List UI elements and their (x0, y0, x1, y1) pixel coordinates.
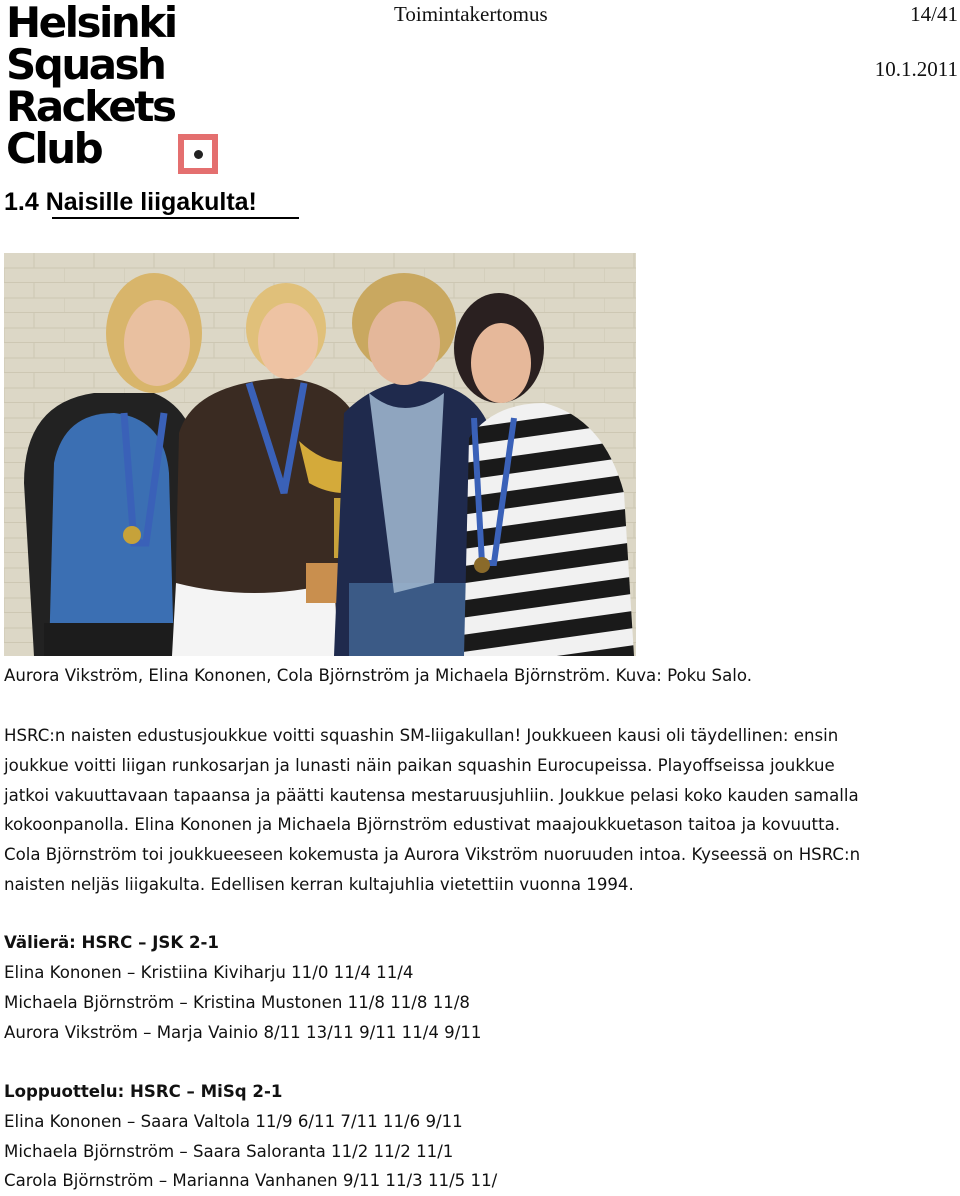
match-result: Carola Björnström – Marianna Vanhanen 9/11 11/3 11/5 11/ (4, 1171, 498, 1190)
logo-line: Squash (6, 40, 165, 89)
paragraph-line: joukkue voitti liigan runkosarjan ja lunasti näin paikan squashin Eurocupeissa. Playoffseissa joukkue (4, 755, 835, 775)
match-result: Aurora Vikström – Marja Vainio 8/11 13/11 9/11 11/4 9/11 (4, 1023, 482, 1042)
team-photo-illustration (4, 253, 636, 656)
team-photo (4, 253, 636, 656)
match-result: Michaela Björnström – Saara Saloranta 11/2 11/2 11/1 (4, 1142, 454, 1161)
section-heading: 1.4 Naisille liigakulta! (4, 188, 257, 216)
club-logo (6, 0, 220, 173)
final-title: Loppuottelu: HSRC – MiSq 2-1 (4, 1082, 283, 1101)
body-paragraph (4, 721, 860, 900)
paragraph-line: naisten neljäs liigakulta. Edellisen kerran kultajuhlia vietettiin vuonna 1994. (4, 874, 634, 894)
document-title: Toimintakertomus (394, 2, 548, 26)
paragraph-line: HSRC:n naisten edustusjoukkue voitti squashin SM-liigakullan! Joukkueen kausi oli täydellinen: ensin (4, 726, 839, 745)
paragraph-line: jatkoi vakuuttavaan tapaansa ja päätti kautensa mestaruusjuhliin. Joukkue pelasi koko kauden samalla (4, 785, 859, 805)
logo-line: Helsinki (6, 0, 176, 47)
paragraph-line: kokoonpanolla. Elina Kononen ja Michaela Björnström edustivat maajoukkuetason taitoa ja kovuutta. (4, 815, 841, 835)
paragraph-line: Cola Björnström toi joukkueeseen kokemusta ja Aurora Vikström nuoruuden intoa. Kyseessä on HSRC:n (4, 845, 861, 865)
logo-line: Club (6, 124, 102, 173)
page-number: 14/41 (910, 2, 958, 26)
match-result: Elina Kononen – Kristiina Kiviharju 11/0 11/4 11/4 (4, 963, 414, 982)
document-date: 10.1.2011 (874, 57, 958, 81)
heading-underline (52, 217, 299, 219)
photo-caption: Aurora Vikström, Elina Kononen, Cola Björnström ja Michaela Björnström. Kuva: Poku Salo. (4, 666, 752, 685)
semifinal-title: Välierä: HSRC – JSK 2-1 (4, 933, 219, 952)
match-result: Elina Kononen – Saara Valtola 11/9 6/11 7/11 11/6 9/11 (4, 1112, 463, 1131)
logo-line: Rackets (6, 82, 175, 131)
squash-ball-icon (178, 134, 218, 174)
match-result: Michaela Björnström – Kristina Mustonen 11/8 11/8 11/8 (4, 993, 470, 1012)
